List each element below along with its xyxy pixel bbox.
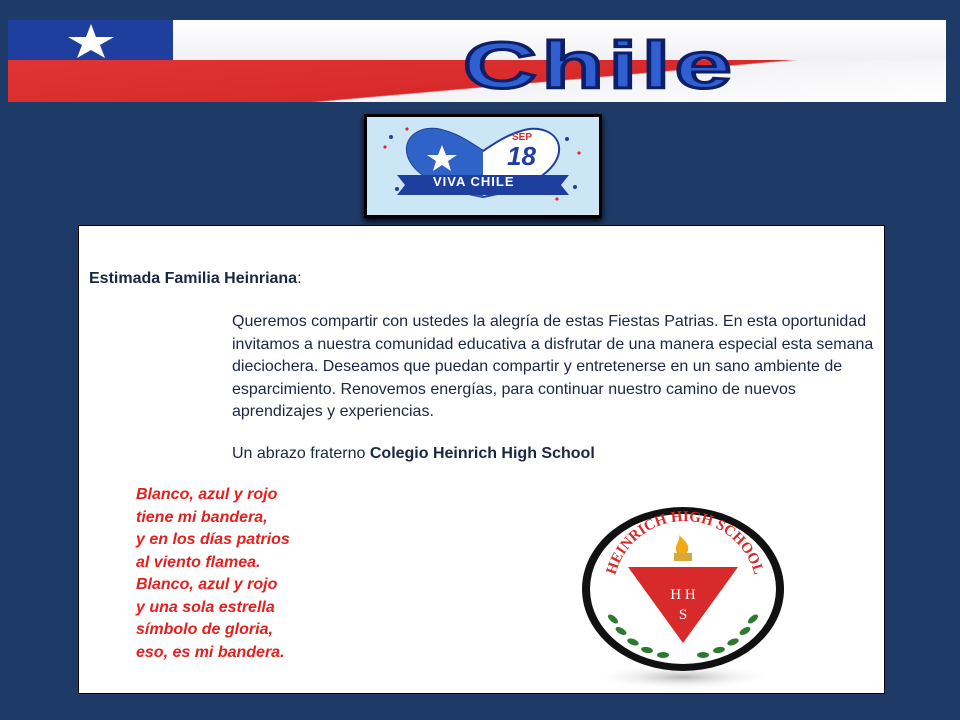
logo-initials-row1: H H <box>670 587 696 603</box>
poem-line: símbolo de gloria, <box>136 621 273 638</box>
badge-ribbon-text: VIVA CHILE <box>433 174 515 189</box>
star-icon <box>60 22 122 60</box>
viva-chile-badge <box>364 114 602 218</box>
poem-line: tiene mi bandera, <box>136 508 268 526</box>
banner-title: Chile <box>463 28 737 102</box>
poem-line: Blanco, azul y rojo <box>136 486 278 503</box>
salutation <box>89 270 302 288</box>
logo-ring-text: HEINRICH HIGH SCHOOL <box>603 508 767 577</box>
poem-line: Blanco, azul y rojo <box>136 576 278 593</box>
poem-line: y en los días patrios <box>136 531 290 548</box>
poem-line: eso, es mi bandera. <box>136 643 285 661</box>
letter-closing <box>232 445 595 463</box>
letter-body: Queremos compartir con ustedes la alegría de estas Fiestas Patrias. En esta oportunidad invitamos a nuestra comunidad educativa a disfrutar de una manera especial esta semana dieciochera. Deseamos que puedan compartir y entretenerse en un sano ambiente de esparcimiento. Renovemos energías, para continuar nuestro camino de nuevos aprendizajes y experiencias. <box>232 313 874 420</box>
badge-month: SEP <box>512 132 533 143</box>
letter-panel <box>78 225 885 694</box>
closing-prefix: Un abrazo fraterno <box>232 445 370 462</box>
salutation-name: Estimada Familia Heinriana <box>89 270 298 287</box>
salutation-punct: : <box>297 270 302 287</box>
poem-line: al viento flamea. <box>136 553 261 571</box>
sep-18-heart-icon <box>367 117 599 215</box>
school-logo <box>581 501 786 691</box>
logo-initials-row2: S <box>678 607 688 623</box>
badge-day: 18 <box>507 141 536 171</box>
closing-school: Colegio Heinrich High School <box>369 445 595 462</box>
poem-line: y una sola estrella <box>136 598 275 616</box>
poem <box>136 484 290 664</box>
chile-flag-banner <box>8 20 946 102</box>
